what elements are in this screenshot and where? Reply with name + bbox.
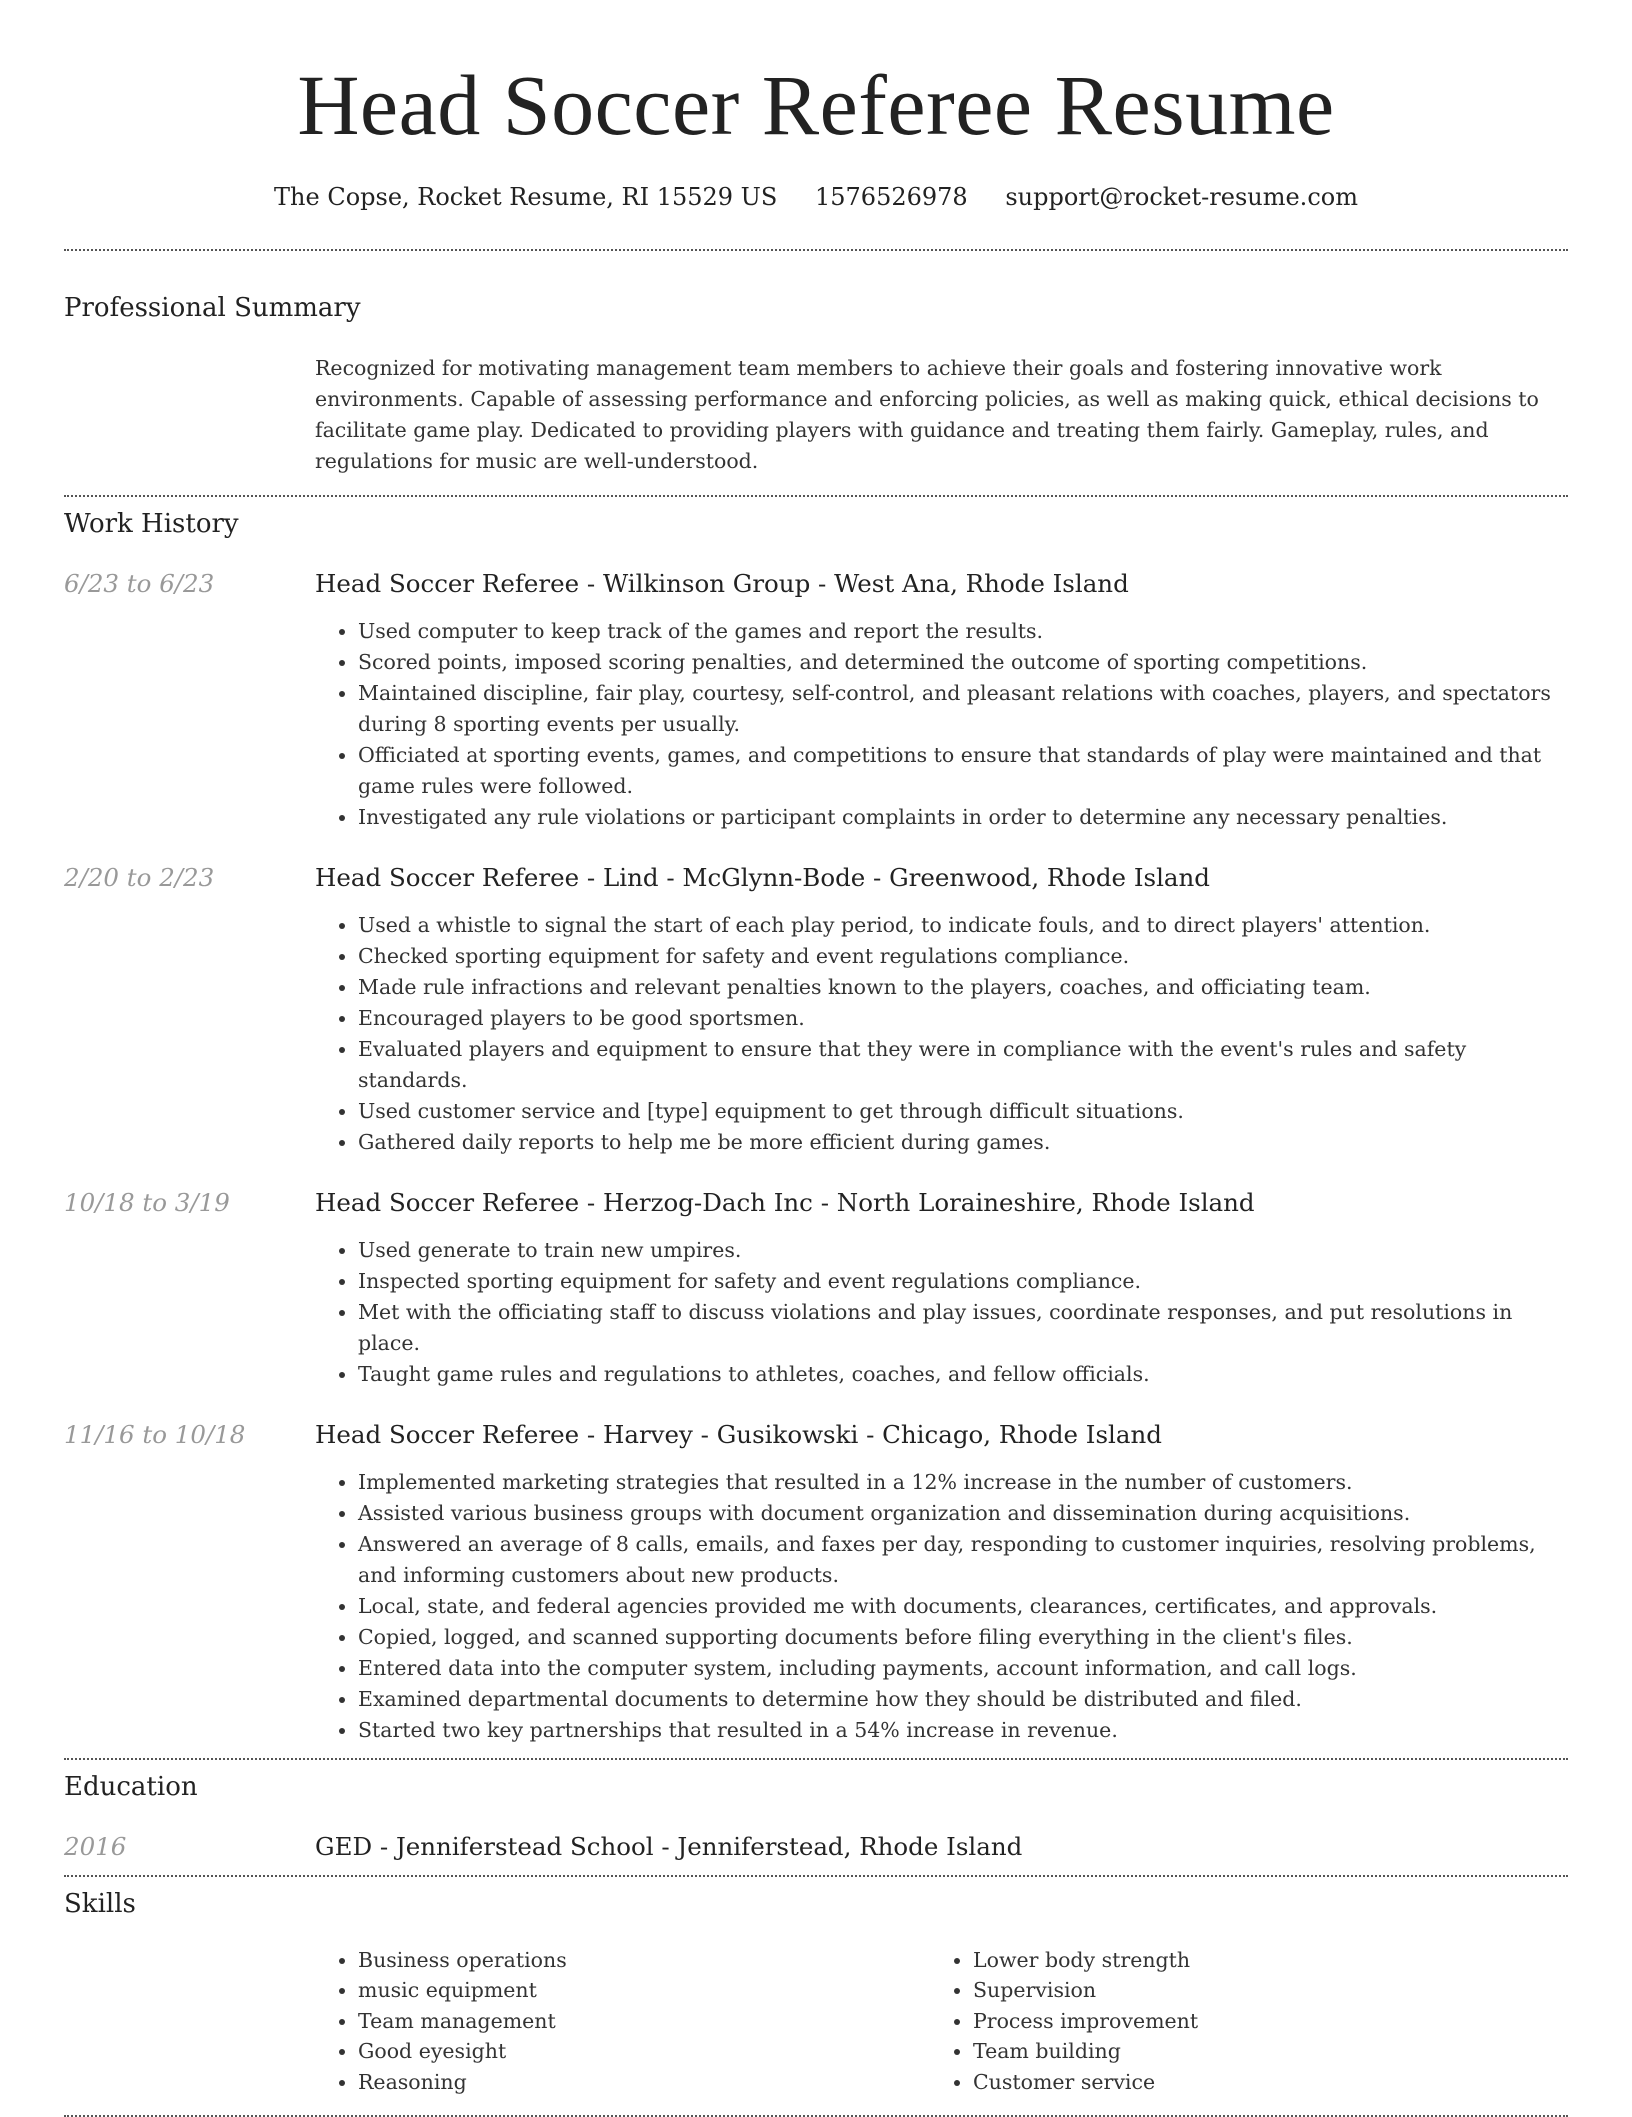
job-bullet: • Made rule infractions and relevant penalties known to the players, coaches, and officiating team. (358, 972, 1568, 1003)
skill-item: • Customer service (973, 2067, 1545, 2098)
section-divider (64, 495, 1568, 497)
job-bullet: • Investigated any rule violations or participant complaints in order to determine any necessary penalties. (358, 802, 1568, 833)
job-bullet: • Taught game rules and regulations to athletes, coaches, and fellow officials. (358, 1359, 1568, 1390)
job-bullet: • Used a whistle to signal the start of each play period, to indicate fouls, and to direct players' attention. (358, 910, 1568, 941)
skills-column-right (930, 1945, 1545, 2098)
job-bullet: • Evaluated players and equipment to ensure that they were in compliance with the event's rules and safety standards. (358, 1034, 1568, 1096)
job-bullet: • Examined departmental documents to determine how they should be distributed and filed. (358, 1684, 1568, 1715)
skill-item: • Team building (973, 2036, 1545, 2067)
job-bullet: • Started two key partnerships that resulted in a 54% increase in revenue. (358, 1715, 1568, 1746)
job-heading: Head Soccer Referee - Wilkinson Group - West Ana, Rhode Island (315, 568, 1129, 598)
job-bullet: • Inspected sporting equipment for safety and event regulations compliance. (358, 1266, 1568, 1297)
section-divider (64, 249, 1568, 251)
job-bullet: • Officiated at sporting events, games, and competitions to ensure that standards of play were maintained and that game rules were followed. (358, 740, 1568, 802)
job-entry (64, 569, 1568, 833)
summary-section-title: Professional Summary (64, 292, 361, 323)
job-bullet: • Used customer service and [type] equipment to get through difficult situations. (358, 1096, 1568, 1127)
job-bullet: • Entered data into the computer system, including payments, account information, and call logs. (358, 1653, 1568, 1684)
job-bullets (315, 910, 1568, 1158)
job-bullets (315, 616, 1568, 833)
job-bullet: • Local, state, and federal agencies provided me with documents, clearances, certificates, and approvals. (358, 1591, 1568, 1622)
skill-item: • Team management (358, 2006, 930, 2037)
job-heading: Head Soccer Referee - Lind - McGlynn-Bode - Greenwood, Rhode Island (315, 862, 1210, 892)
skill-item: • Supervision (973, 1975, 1545, 2006)
job-bullet: • Met with the officiating staff to discuss violations and play issues, coordinate responses, and put resolutions in place. (358, 1297, 1568, 1359)
job-bullet: • Gathered daily reports to help me be more efficient during games. (358, 1127, 1568, 1158)
job-date: 10/18 to 3/19 (64, 1187, 230, 1217)
skill-item: • Reasoning (358, 2067, 930, 2098)
section-divider (64, 1875, 1568, 1877)
job-bullets (315, 1467, 1568, 1746)
contact-phone: 1576526978 (815, 182, 968, 211)
job-bullet: • Scored points, imposed scoring penalties, and determined the outcome of sporting competitions. (358, 647, 1568, 678)
section-divider (64, 1758, 1568, 1760)
skill-item: • Good eyesight (358, 2036, 930, 2067)
education-section-title: Education (64, 1771, 198, 1802)
job-bullet: • Maintained discipline, fair play, courtesy, self-control, and pleasant relations with coaches, players, and spectators during 8 sporting events per usually. (358, 678, 1568, 740)
summary-text: Recognized for motivating management team members to achieve their goals and fostering innovative work environments. Capable of assessing performance and enforcing policies, as well as making quick, ethical decisions to facilitate game play. Dedicated to providing players with guidance and treating them fairly. Gameplay, rules, and regulations for music are well-understood. (315, 355, 1539, 473)
job-entry (64, 1188, 1568, 1390)
skill-item: • Business operations (358, 1945, 930, 1976)
job-bullet: • Copied, logged, and scanned supporting documents before filing everything in the client's files. (358, 1622, 1568, 1653)
job-entry (64, 1420, 1568, 1746)
work-history-section-title: Work History (64, 508, 239, 539)
contact-line (64, 183, 1568, 211)
job-bullet: • Checked sporting equipment for safety and event regulations compliance. (358, 941, 1568, 972)
job-bullet: • Implemented marketing strategies that resulted in a 12% increase in the number of customers. (358, 1467, 1568, 1498)
skill-item: • music equipment (358, 1975, 930, 2006)
job-date: 6/23 to 6/23 (64, 568, 215, 598)
job-heading: Head Soccer Referee - Harvey - Gusikowski - Chicago, Rhode Island (315, 1419, 1162, 1449)
job-date: 2/20 to 2/23 (64, 862, 215, 892)
job-heading: Head Soccer Referee - Herzog-Dach Inc - North Loraineshire, Rhode Island (315, 1187, 1255, 1217)
contact-email: support@rocket-resume.com (1005, 182, 1358, 211)
job-bullet: • Used generate to train new umpires. (358, 1235, 1568, 1266)
skill-item: • Process improvement (973, 2006, 1545, 2037)
skills-column-left (315, 1945, 930, 2098)
job-entry (64, 863, 1568, 1158)
education-date: 2016 (64, 1831, 127, 1861)
skills-list (315, 1945, 1568, 2098)
job-bullet: • Assisted various business groups with document organization and dissemination during acquisitions. (358, 1498, 1568, 1529)
job-bullets (315, 1235, 1568, 1390)
job-date: 11/16 to 10/18 (64, 1419, 246, 1449)
resume-title: Head Soccer Referee Resume (297, 57, 1335, 153)
education-heading: GED - Jenniferstead School - Jenniferstead, Rhode Island (315, 1831, 1023, 1861)
contact-address: The Copse, Rocket Resume, RI 15529 US (274, 182, 778, 211)
resume-page (64, 0, 1568, 2117)
job-bullet: • Answered an average of 8 calls, emails, and faxes per day, responding to customer inquiries, resolving problems, and informing customers about new products. (358, 1529, 1568, 1591)
job-bullet: • Encouraged players to be good sportsmen. (358, 1003, 1568, 1034)
skills-section-title: Skills (64, 1888, 136, 1919)
skill-item: • Lower body strength (973, 1945, 1545, 1976)
job-bullet: • Used computer to keep track of the games and report the results. (358, 616, 1568, 647)
education-entry (64, 1832, 1568, 1861)
work-history-list (64, 569, 1568, 1746)
